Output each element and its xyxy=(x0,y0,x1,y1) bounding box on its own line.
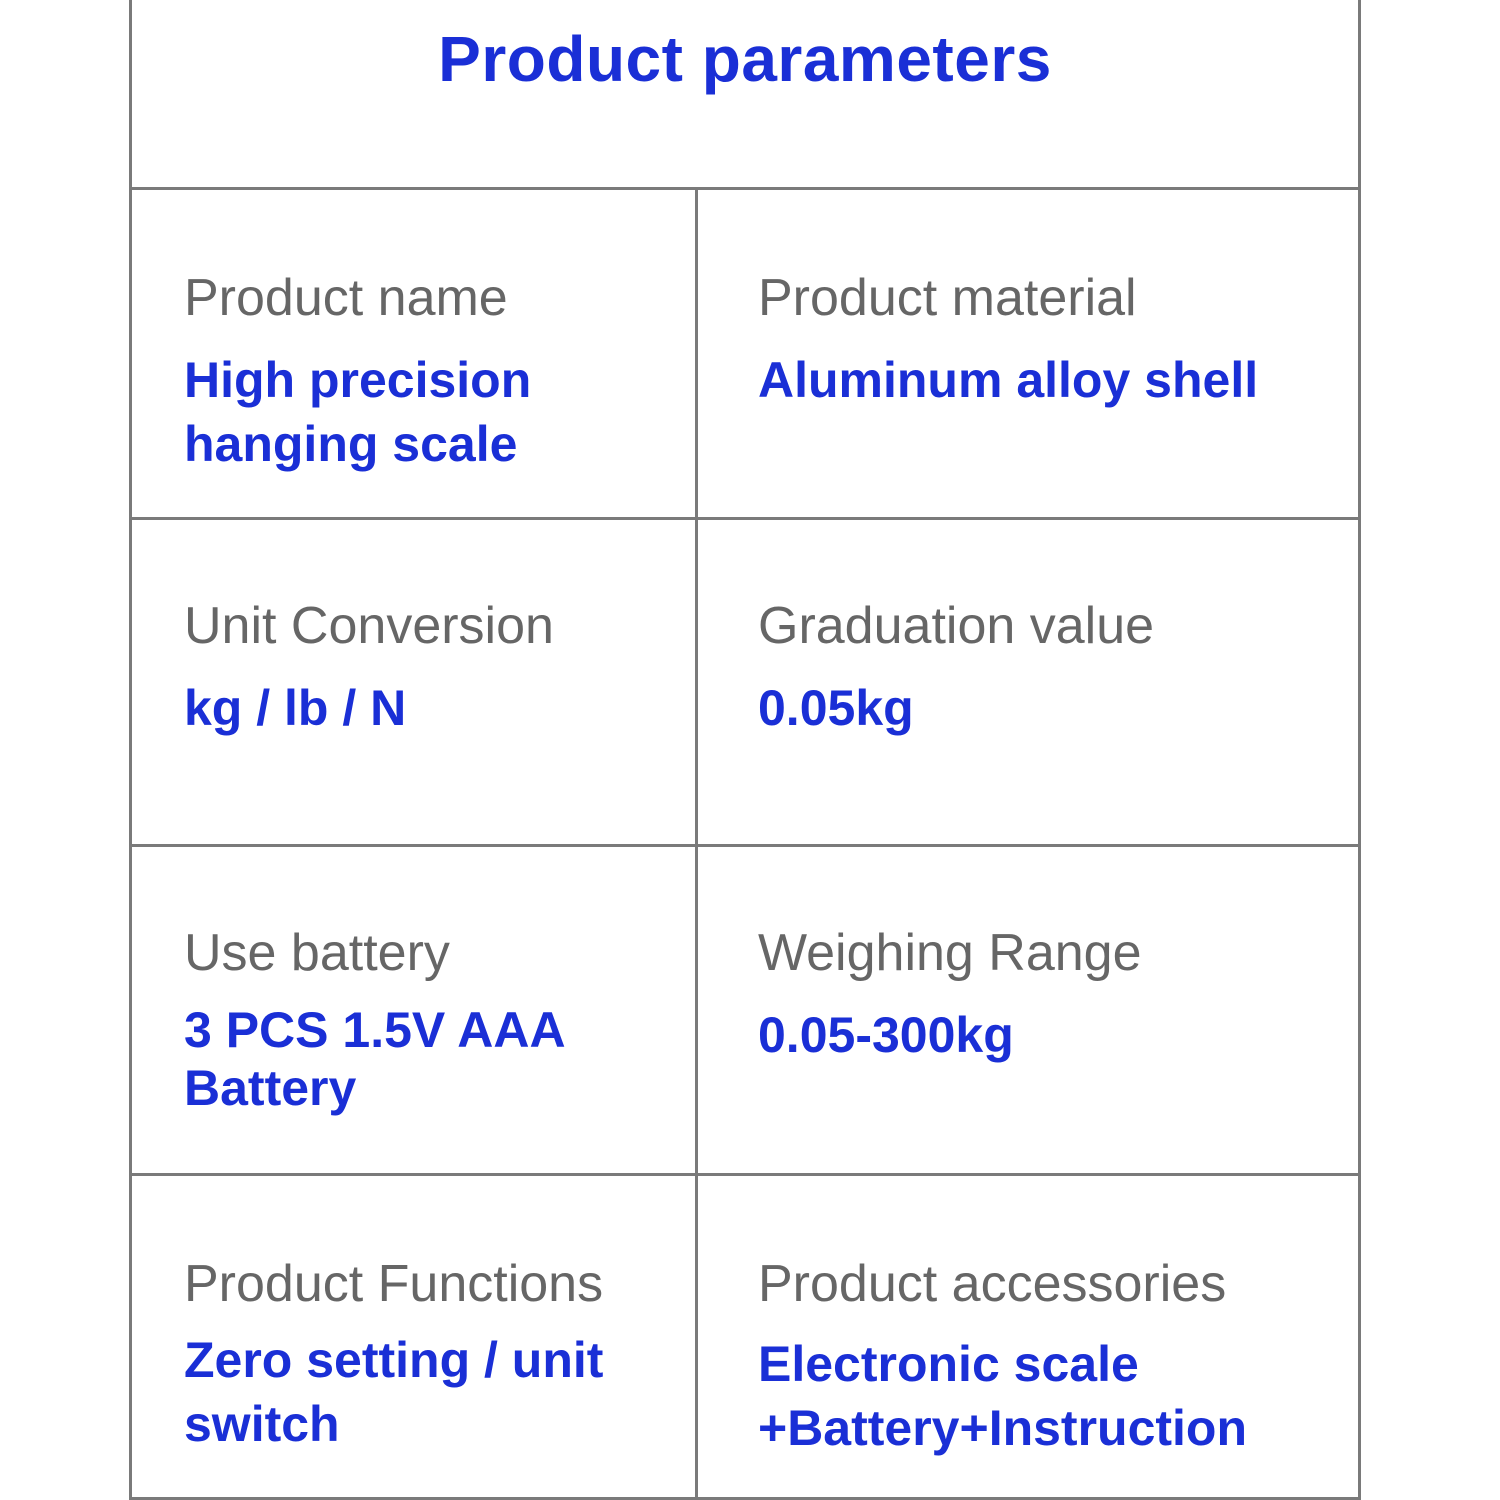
cell-product-material xyxy=(695,190,1358,517)
param-value: 0.05kg xyxy=(758,680,914,736)
param-label: Product name xyxy=(184,269,508,327)
param-value: 3 PCS 1.5V AAA Battery xyxy=(184,1002,564,1116)
param-value: kg / lb / N xyxy=(184,680,407,736)
param-label: Product Functions xyxy=(184,1255,604,1313)
param-label: Product accessories xyxy=(758,1255,1227,1313)
parameters-table xyxy=(129,0,1361,1500)
param-label: Use battery xyxy=(184,924,450,982)
cell-unit-conversion xyxy=(132,520,692,844)
param-label: Unit Conversion xyxy=(184,597,554,655)
param-label: Product material xyxy=(758,269,1137,327)
param-value: 0.05-300kg xyxy=(758,1007,1014,1063)
cell-graduation-value xyxy=(695,520,1358,844)
cell-product-accessories xyxy=(695,1176,1358,1497)
cell-use-battery xyxy=(132,847,692,1173)
param-label: Weighing Range xyxy=(758,924,1142,982)
param-value: High precision hanging scale xyxy=(184,352,532,472)
page-title: Product parameters xyxy=(438,23,1052,95)
param-value: Zero setting / unit switch xyxy=(184,1332,604,1452)
cell-weighing-range xyxy=(695,847,1358,1173)
param-label: Graduation value xyxy=(758,597,1155,655)
cell-product-functions xyxy=(132,1176,692,1497)
param-value: Aluminum alloy shell xyxy=(758,352,1259,408)
cell-product-name xyxy=(132,190,692,517)
title-row xyxy=(132,0,1358,190)
param-value: Electronic scale +Battery+Instruction xyxy=(758,1336,1248,1456)
